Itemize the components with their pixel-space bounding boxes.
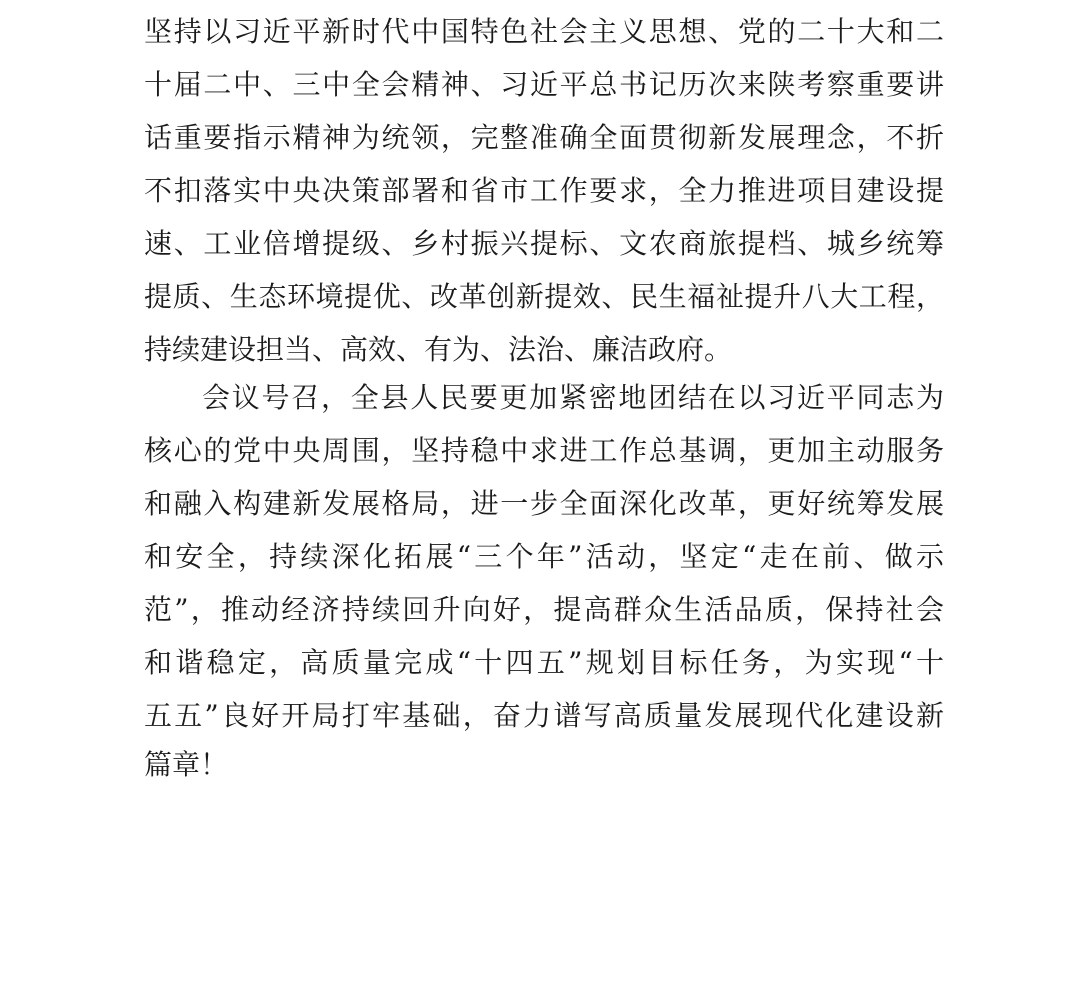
paragraph-line: 持续建设担当、高效、有为、法治、廉洁政府。 (144, 333, 733, 366)
paragraph-line: 和谐稳定，高质量完成“十四五”规划目标任务，为实现“十 (144, 646, 944, 679)
paragraph-line: 提质、生态环境提优、改革创新提效、民生福祉提升八大工程， (144, 280, 944, 313)
paragraph-line: 速、工业倍增提级、乡村振兴提标、文农商旅提档、城乡统筹 (144, 227, 944, 260)
paragraph-line: 十届二中、三中全会精神、习近平总书记历次来陕考察重要讲 (144, 68, 944, 101)
paragraph-line: 坚持以习近平新时代中国特色社会主义思想、党的二十大和二 (144, 15, 944, 48)
paragraph-line: 篇章！ (144, 748, 229, 781)
paragraph-line: 和融入构建新发展格局，进一步全面深化改革，更好统筹发展 (144, 487, 944, 520)
paragraph-line: 话重要指示精神为统领，完整准确全面贯彻新发展理念，不折 (144, 121, 944, 154)
paragraph-line: 不扣落实中央决策部署和省市工作要求，全力推进项目建设提 (144, 174, 944, 207)
paragraph-line: 会议号召，全县人民要更加紧密地团结在以习近平同志为 (202, 381, 944, 414)
paragraph-line: 和安全，持续深化拓展“三个年”活动，坚定“走在前、做示 (144, 540, 944, 573)
paragraph-line: 核心的党中央周围，坚持稳中求进工作总基调，更加主动服务 (144, 434, 944, 467)
paragraph-line: 五五”良好开局打牢基础，奋力谱写高质量发展现代化建设新 (144, 699, 944, 732)
paragraph-line: 范”，推动经济持续回升向好，提高群众生活品质，保持社会 (144, 593, 944, 626)
